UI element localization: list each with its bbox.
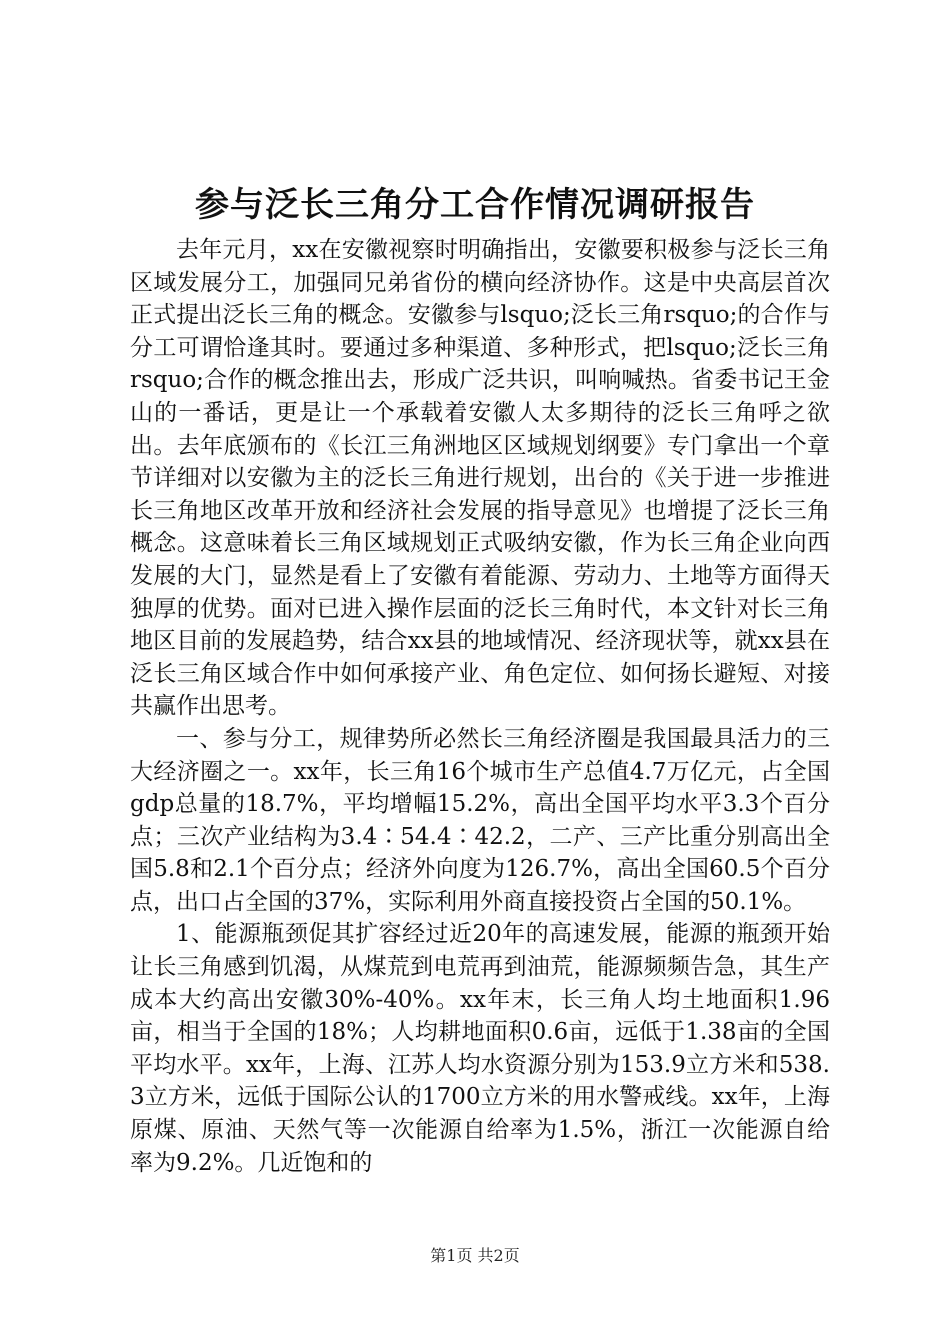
paragraph-energy-bottleneck: 1、能源瓶颈促其扩容经过近20年的高速发展，能源的瓶颈开始让长三角感到饥渴，从煤荒到电荒再到油荒，能源频频告急，其生产成本大约高出安徽30%-40%。xx年末，长三角人均土地面积1.96亩，相当于全国的18%；人均耕地面积0.6亩，远低于1.38亩的全国平均水平。xx年，上海、江苏人均水资源分别为153.9立方米和538.3立方米，远低于国际公认的1700立方米的用水警戒线。xx年，上海原煤、原油、天然气等一次能源自给率为1.5%，浙江一次能源自给率为9.2%。几近饱和的 xyxy=(130,921,830,1176)
document-body xyxy=(130,234,830,1179)
document-title: 参与泛长三角分工合作情况调研报告 xyxy=(195,185,755,225)
paragraph-intro: 去年元月，xx在安徽视察时明确指出，安徽要积极参与泛长三角区域发展分工，加强同兄弟省份的横向经济协作。这是中央高层首次正式提出泛长三角的概念。安徽参与lsquo;泛长三角rsquo;的合作与分工可谓恰逢其时。要通过多种渠道、多种形式，把lsquo;泛长三角rsquo;合作的概念推出去，形成广泛共识，叫响喊热。省委书记王金山的一番话，更是让一个承载着安徽人太多期待的泛长三角呼之欲出。去年底颁布的《长江三角洲地区区域规划纲要》专门拿出一个章节详细对以安徽为主的泛长三角进行规划，出台的《关于进一步推进长三角地区改革开放和经济社会发展的指导意见》也增提了泛长三角概念。这意味着长三角区域规划正式吸纳安徽，作为长三角企业向西发展的大门，显然是看上了安徽有着能源、劳动力、土地等方面得天独厚的优势。面对已进入操作层面的泛长三角时代，本文针对长三角地区目前的发展趋势，结合xx县的地域情况、经济现状等，就xx县在泛长三角区域合作中如何承接产业、角色定位、如何扬长避短、对接共赢作出思考。 xyxy=(130,237,830,720)
paragraph-section-one: 一、参与分工，规律势所必然长三角经济圈是我国最具活力的三大经济圈之一。xx年，长三角16个城市生产总值4.7万亿元，占全国gdp总量的18.7%，平均增幅15.2%，高出全国平均水平3.3个百分点；三次产业结构为3.4∶54.4∶42.2，二产、三产比重分别高出全国5.8和2.1个百分点；经济外向度为126.7%，高出全国60.5个百分点，出口占全国的37%，实际利用外商直接投资占全国的50.1%。 xyxy=(130,725,830,915)
page-footer: 第1页 共2页 xyxy=(430,1246,520,1265)
